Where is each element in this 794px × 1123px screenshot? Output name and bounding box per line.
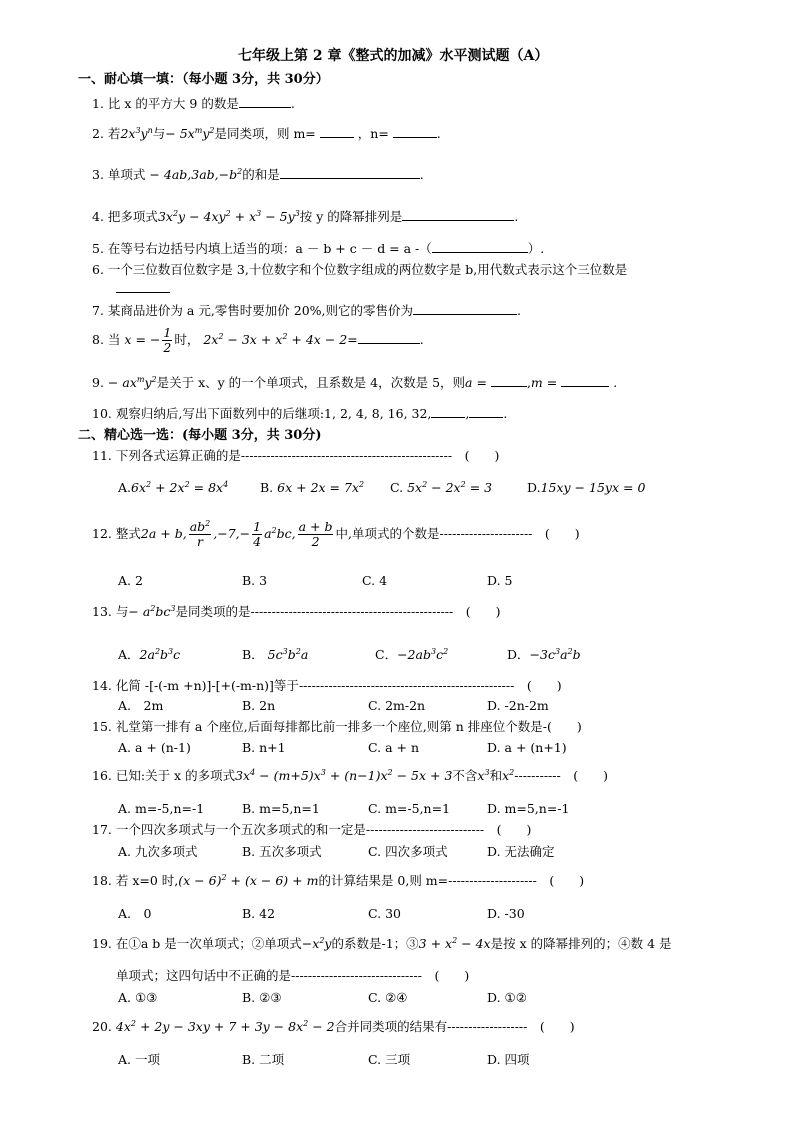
answer-blank[interactable] — [431, 405, 465, 418]
option-19-c[interactable]: C. ②④ — [368, 990, 408, 1005]
option-19-a[interactable]: A. ①③ — [118, 990, 158, 1005]
answer-blank[interactable] — [402, 208, 514, 221]
question-18: 18. 若 x=0 时$,(x - 6)^2 + (x - 6) + m$的计算结果是 0,则 m=--------------------- ( ) — [92, 873, 585, 888]
section-choice-heading: 二、精心选一选：(每小题 3分，共 30分) — [78, 428, 322, 443]
option-11-a[interactable]: $A.6x^2 + 2x^2 = 8x^4$ — [118, 480, 229, 495]
option-17-c[interactable]: C. 四次多项式 — [368, 844, 448, 859]
answer-blank[interactable] — [320, 125, 354, 138]
answer-blank[interactable] — [358, 331, 420, 344]
answer-blank[interactable] — [116, 280, 170, 293]
question-7: 7. 某商品进价为 a 元,零售时要加价 20%,则它的零售价为 . — [92, 303, 522, 318]
option-17-d[interactable]: D. 无法确定 — [487, 844, 555, 859]
option-12-c[interactable]: C. 4 — [362, 573, 388, 588]
section-fill-heading: 一、耐心填一填：（每小题 3分，共 30分） — [78, 72, 329, 87]
option-13-c[interactable]: C．$-2ab^3c^2$ — [375, 647, 449, 662]
question-2: 2. 若$2x^3y^n$与− $5x^my^2$是同类项，则 m= ，n= . — [92, 126, 441, 141]
option-20-d[interactable]: D. 四项 — [487, 1052, 530, 1067]
option-12-d[interactable]: D. 5 — [487, 573, 513, 588]
option-13-d[interactable]: D．$-3c^3a^2b$ — [507, 647, 581, 662]
option-14-b[interactable]: B. 2n — [242, 698, 276, 713]
option-16-d[interactable]: D. m=5,n=-1 — [487, 801, 570, 816]
option-20-a[interactable]: A. 一项 — [118, 1052, 160, 1067]
option-14-a[interactable]: A. 2m — [118, 698, 164, 713]
question-6: 6. 一个三位数百位数字是 3,十位数字和个位数字组成的两位数字是 b,用代数式表示这个三位数是 — [92, 262, 628, 277]
answer-blank[interactable] — [469, 405, 503, 418]
answer-blank[interactable] — [239, 95, 291, 108]
option-18-c[interactable]: C. 30 — [368, 906, 401, 921]
option-14-d[interactable]: D. -2n-2m — [487, 698, 549, 713]
option-20-b[interactable]: B. 二项 — [242, 1052, 285, 1067]
answer-blank[interactable] — [413, 302, 517, 315]
page-title: 七年级上第 2 章《整式的加减》水平测试题（A） — [238, 48, 549, 64]
option-18-b[interactable]: B. 42 — [242, 906, 276, 921]
option-11-b[interactable]: B. $6x + 2x = 7x^2$ — [260, 480, 365, 495]
option-14-c[interactable]: C. 2m-2n — [368, 698, 426, 713]
option-15-a[interactable]: A. a + (n-1) — [118, 740, 191, 755]
question-5: 5. 在等号右边括号内填上适当的项：a － b + c － d = a -（ ）. — [92, 241, 545, 256]
question-9: 9. − $ax^my^2$是关于 x、y 的一个单项式，且系数是 4，次数是 5，则a = ,m = . — [92, 375, 618, 390]
answer-blank[interactable] — [393, 125, 437, 138]
answer-blank[interactable] — [432, 240, 528, 253]
question-1: 1. 比 x 的平方大 9 的数是 . — [92, 96, 295, 111]
option-12-b[interactable]: B. 3 — [242, 573, 268, 588]
option-11-c[interactable]: C. $5x^2 - 2x^2 = 3$ — [390, 480, 493, 495]
question-12: 12. 整式2a + b, $\frac{ab^2}{r}$ ,−7,− $\frac{1}{4}$ $a^2bc$, $\frac{a + b}{2}$ 中,单项式的个数是---------------------- ( ) — [92, 519, 580, 549]
option-20-c[interactable]: C. 三项 — [368, 1052, 411, 1067]
answer-blank[interactable] — [491, 374, 527, 387]
question-13: 13. 与− $a^2bc^3$是同类项的是------------------------------------------------ ( ) — [92, 604, 501, 619]
option-19-d[interactable]: D. ①② — [487, 990, 527, 1005]
question-20: 20. $4x^2 + 2y - 3xy + 7 + 3y - 8x^2 - 2$合并同类项的结果有------------------- ( ) — [92, 1019, 575, 1034]
question-6-blank-line — [116, 280, 170, 297]
option-18-a[interactable]: A. 0 — [118, 906, 152, 921]
question-3: 3. 单项式 − $4ab,3ab,-b^2$的和是 . — [92, 167, 424, 182]
answer-blank[interactable] — [561, 374, 609, 387]
option-19-b[interactable]: B. ②③ — [242, 990, 282, 1005]
option-15-c[interactable]: C. a + n — [368, 740, 419, 755]
question-19-line-2: 单项式；这四句话中不正确的是------------------------------- ( ) — [116, 968, 470, 983]
question-11: 11. 下列各式运算正确的是-------------------------------------------------- ( ) — [92, 448, 500, 463]
question-19: 19. 在①a b 是一次单项式；②单项式$-x^2y$的系数是-1；③3 + $x^2 - 4x$是按 x 的降幂排列的；④数 4 是 — [92, 936, 672, 951]
option-15-d[interactable]: D. a + (n+1) — [487, 740, 567, 755]
option-13-b[interactable]: B． $5c^3b^2a$ — [242, 647, 309, 662]
question-16: 16. 已知:关于 x 的多项式$3x^4 - (m+5)x^3 + (n-1)x^2 - 5x + 3$不含$x^3$和$x^2-----------$ ( ) — [92, 768, 608, 783]
question-8: 8. 当 x = − $\frac{1}{2}$ 时， $2x^2 - 3x + x^2 + 4x - 2=$ . — [92, 325, 424, 355]
option-17-b[interactable]: B. 五次多项式 — [242, 844, 322, 859]
option-12-a[interactable]: A. 2 — [118, 573, 143, 588]
option-16-b[interactable]: B. m=5,n=1 — [242, 801, 320, 816]
answer-blank[interactable] — [280, 166, 420, 179]
question-15: 15. 礼堂第一排有 a 个座位,后面每排都比前一排多一个座位,则第 n 排座位个数是-( ) — [92, 719, 582, 734]
option-18-d[interactable]: D. -30 — [487, 906, 525, 921]
option-11-d[interactable]: D.15xy − 15yx = 0 — [527, 480, 646, 495]
question-14: 14. 化简 -[-(-m +n)]-[+(-m-n)]等于--------------------------------------------------- ( ) — [92, 678, 562, 693]
option-13-a[interactable]: A．$2a^2b^3c$ — [118, 647, 181, 662]
option-15-b[interactable]: B. n+1 — [242, 740, 286, 755]
question-10: 10. 观察归纳后,写出下面数列中的后继项:1, 2, 4, 8, 16, 32, , . — [92, 406, 508, 421]
option-16-c[interactable]: C. m=-5,n=1 — [368, 801, 451, 816]
question-4: 4. 把多项式$3x^2y - 4xy^2 + x^3 - 5y^3$按 y 的降幂排列是 . — [92, 209, 519, 224]
option-16-a[interactable]: A. m=-5,n=-1 — [118, 801, 205, 816]
question-17: 17. 一个四次多项式与一个五次多项式的和一定是---------------------------- ( ) — [92, 822, 532, 837]
option-17-a[interactable]: A. 九次多项式 — [118, 844, 198, 859]
